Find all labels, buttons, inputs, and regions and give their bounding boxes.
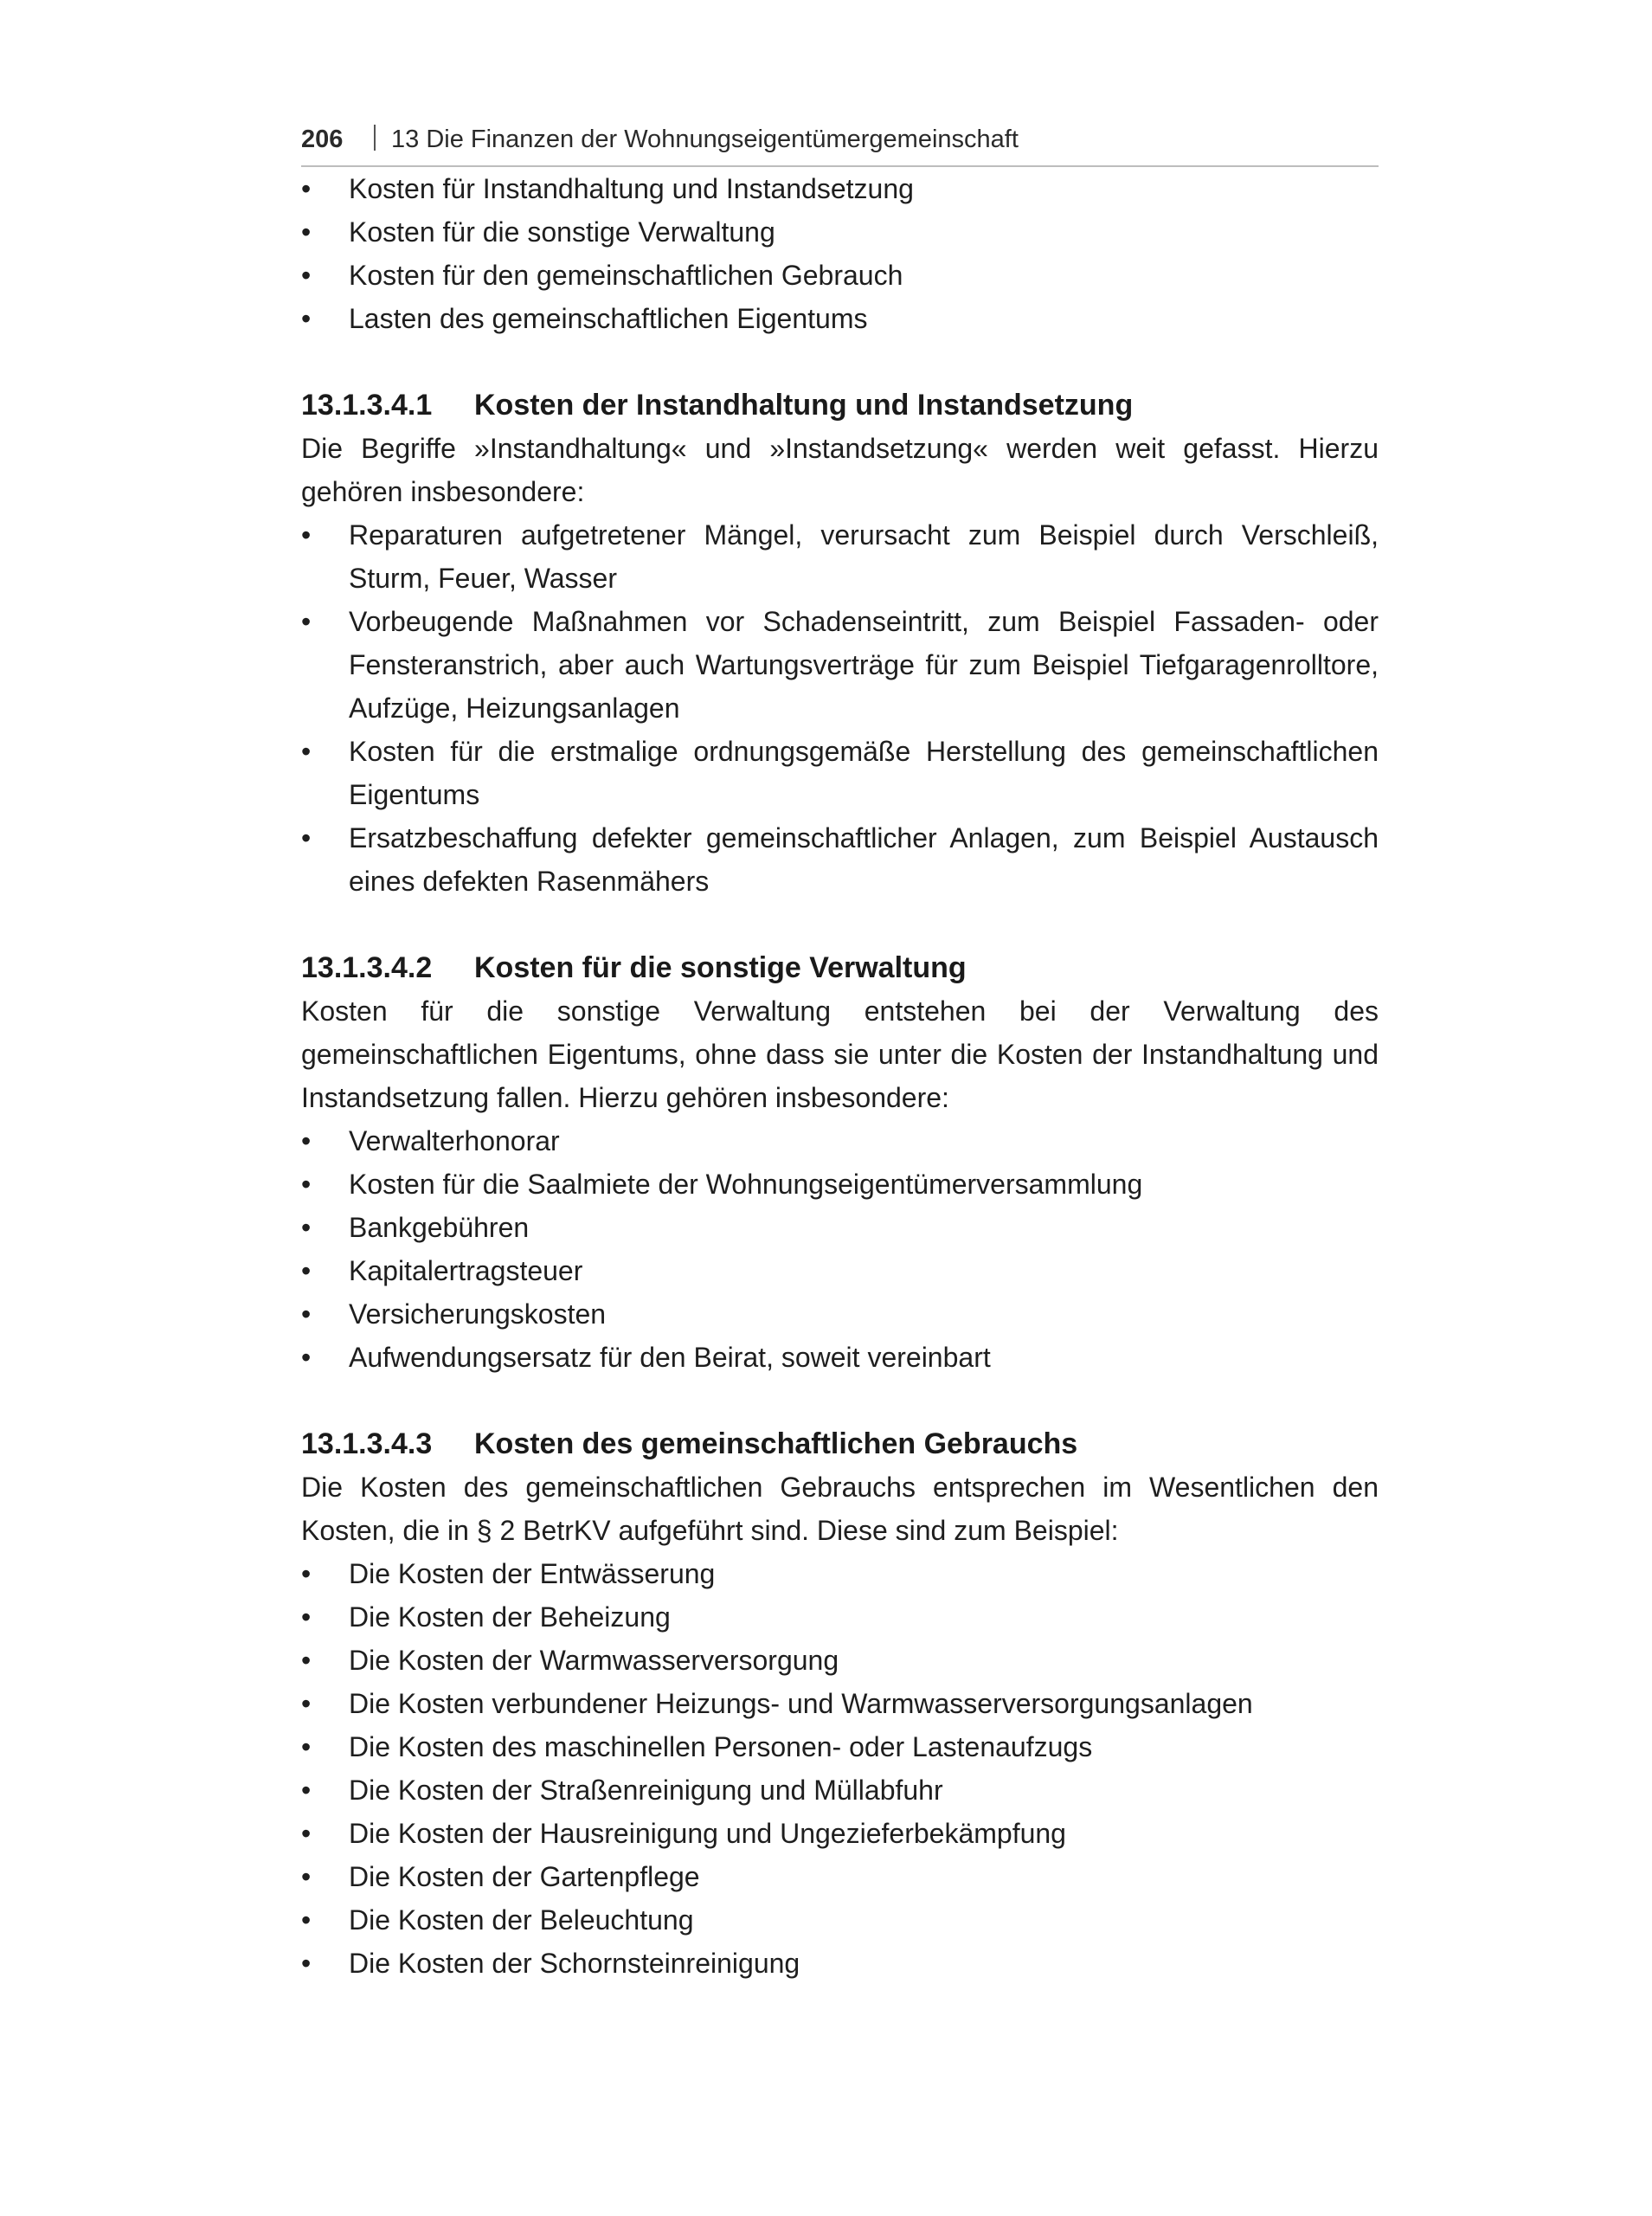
intro-list	[301, 167, 1379, 340]
bullet-icon: •	[301, 1601, 312, 1633]
section-heading	[301, 1422, 1379, 1466]
list-item: • Kosten für Instandhaltung und Instandsetzung	[301, 167, 1379, 210]
bullet-icon: •	[301, 216, 312, 248]
bullet-icon: •	[301, 1212, 312, 1243]
list-item: • Kosten für die Saalmiete der Wohnungseigentümerversammlung	[301, 1163, 1379, 1206]
section-title: Kosten der Instandhaltung und Instandsetzung	[474, 389, 1134, 422]
list-item: • Reparaturen aufgetretener Mängel, verursacht zum Beispiel durch Verschleiß, Sturm, Feuer, Wasser	[301, 513, 1379, 600]
section-title: Kosten des gemeinschaftlichen Gebrauchs	[474, 1427, 1078, 1460]
bullet-icon: •	[301, 1558, 312, 1589]
bullet-icon: •	[301, 606, 312, 637]
list-item: • Aufwendungsersatz für den Beirat, soweit vereinbart	[301, 1336, 1379, 1379]
list-item: • Die Kosten der Straßenreinigung und Müllabfuhr	[301, 1768, 1379, 1812]
list-item: • Die Kosten der Entwässerung	[301, 1552, 1379, 1595]
bullet-icon: •	[301, 1861, 312, 1892]
bullet-icon: •	[301, 303, 312, 334]
bullet-icon: •	[301, 1298, 312, 1330]
section-list	[301, 1119, 1379, 1379]
list-item: • Verwalterhonorar	[301, 1119, 1379, 1163]
list-item: • Vorbeugende Maßnahmen vor Schadenseintritt, zum Beispiel Fassaden- oder Fensteranstrich, aber auch Wartungsverträge für zum Beispiel Tiefgaragenrolltore, Aufzüge, Heizungsanlagen	[301, 600, 1379, 730]
page-number: 206	[301, 126, 344, 153]
bullet-icon: •	[301, 1125, 312, 1156]
bullet-icon: •	[301, 1904, 312, 1936]
list-item: • Die Kosten verbundener Heizungs- und Warmwasserversorgungsanlagen	[301, 1682, 1379, 1725]
header-divider	[374, 125, 376, 151]
bullet-icon: •	[301, 1342, 312, 1373]
section-paragraph: Die Begriffe »Instandhaltung« und »Instandsetzung« werden weit gefasst. Hierzu gehören insbesondere:	[301, 433, 1379, 507]
list-item: • Die Kosten des maschinellen Personen- oder Lastenaufzugs	[301, 1725, 1379, 1768]
section-number: 13.1.3.4.3	[301, 1427, 433, 1460]
section-heading	[301, 383, 1379, 427]
section-paragraph: Die Kosten des gemeinschaftlichen Gebrauchs entsprechen im Wesentlichen den Kosten, die in § 2 BetrKV aufgeführt sind. Diese sind zum Beispiel:	[301, 1472, 1379, 1546]
chapter-title: 13 Die Finanzen der Wohnungseigentümergemeinschaft	[391, 126, 1019, 153]
section-title: Kosten für die sonstige Verwaltung	[474, 951, 967, 984]
bullet-icon: •	[301, 1775, 312, 1806]
list-item: • Kosten für die sonstige Verwaltung	[301, 210, 1379, 254]
list-item: • Die Kosten der Schornsteinreinigung	[301, 1942, 1379, 1985]
bullet-icon: •	[301, 1255, 312, 1286]
section-list	[301, 1552, 1379, 1985]
list-item: • Die Kosten der Gartenpflege	[301, 1855, 1379, 1898]
bullet-icon: •	[301, 736, 312, 767]
list-item: • Versicherungskosten	[301, 1292, 1379, 1336]
running-header	[301, 121, 1379, 167]
bullet-icon: •	[301, 1645, 312, 1676]
list-item: • Ersatzbeschaffung defekter gemeinschaftlicher Anlagen, zum Beispiel Austausch eines defekten Rasenmähers	[301, 816, 1379, 903]
body-content	[301, 167, 1379, 1985]
bullet-icon: •	[301, 519, 312, 551]
section-number: 13.1.3.4.2	[301, 951, 433, 984]
document-page	[301, 121, 1379, 1985]
list-item: • Bankgebühren	[301, 1206, 1379, 1249]
bullet-icon: •	[301, 173, 312, 204]
bullet-icon: •	[301, 822, 312, 854]
list-item: • Lasten des gemeinschaftlichen Eigentums	[301, 297, 1379, 340]
section-heading	[301, 946, 1379, 989]
list-item: • Die Kosten der Warmwasserversorgung	[301, 1639, 1379, 1682]
list-item: • Die Kosten der Beheizung	[301, 1595, 1379, 1639]
list-item: • Kosten für die erstmalige ordnungsgemäße Herstellung des gemeinschaftlichen Eigentums	[301, 730, 1379, 816]
list-item: • Die Kosten der Beleuchtung	[301, 1898, 1379, 1942]
section-number: 13.1.3.4.1	[301, 389, 433, 422]
bullet-icon: •	[301, 1948, 312, 1979]
bullet-icon: •	[301, 260, 312, 291]
section-paragraph: Kosten für die sonstige Verwaltung entstehen bei der Verwaltung des gemeinschaftlichen Eigentums, ohne dass sie unter die Kosten der Instandhaltung und Instandsetzung fallen. Hierzu gehören insbesondere:	[301, 995, 1379, 1113]
bullet-icon: •	[301, 1731, 312, 1762]
bullet-icon: •	[301, 1818, 312, 1849]
list-item: • Die Kosten der Hausreinigung und Ungezieferbekämpfung	[301, 1812, 1379, 1855]
list-item: • Kosten für den gemeinschaftlichen Gebrauch	[301, 254, 1379, 297]
bullet-icon: •	[301, 1688, 312, 1719]
section-list	[301, 513, 1379, 903]
list-item: • Kapitalertragsteuer	[301, 1249, 1379, 1292]
bullet-icon: •	[301, 1169, 312, 1200]
